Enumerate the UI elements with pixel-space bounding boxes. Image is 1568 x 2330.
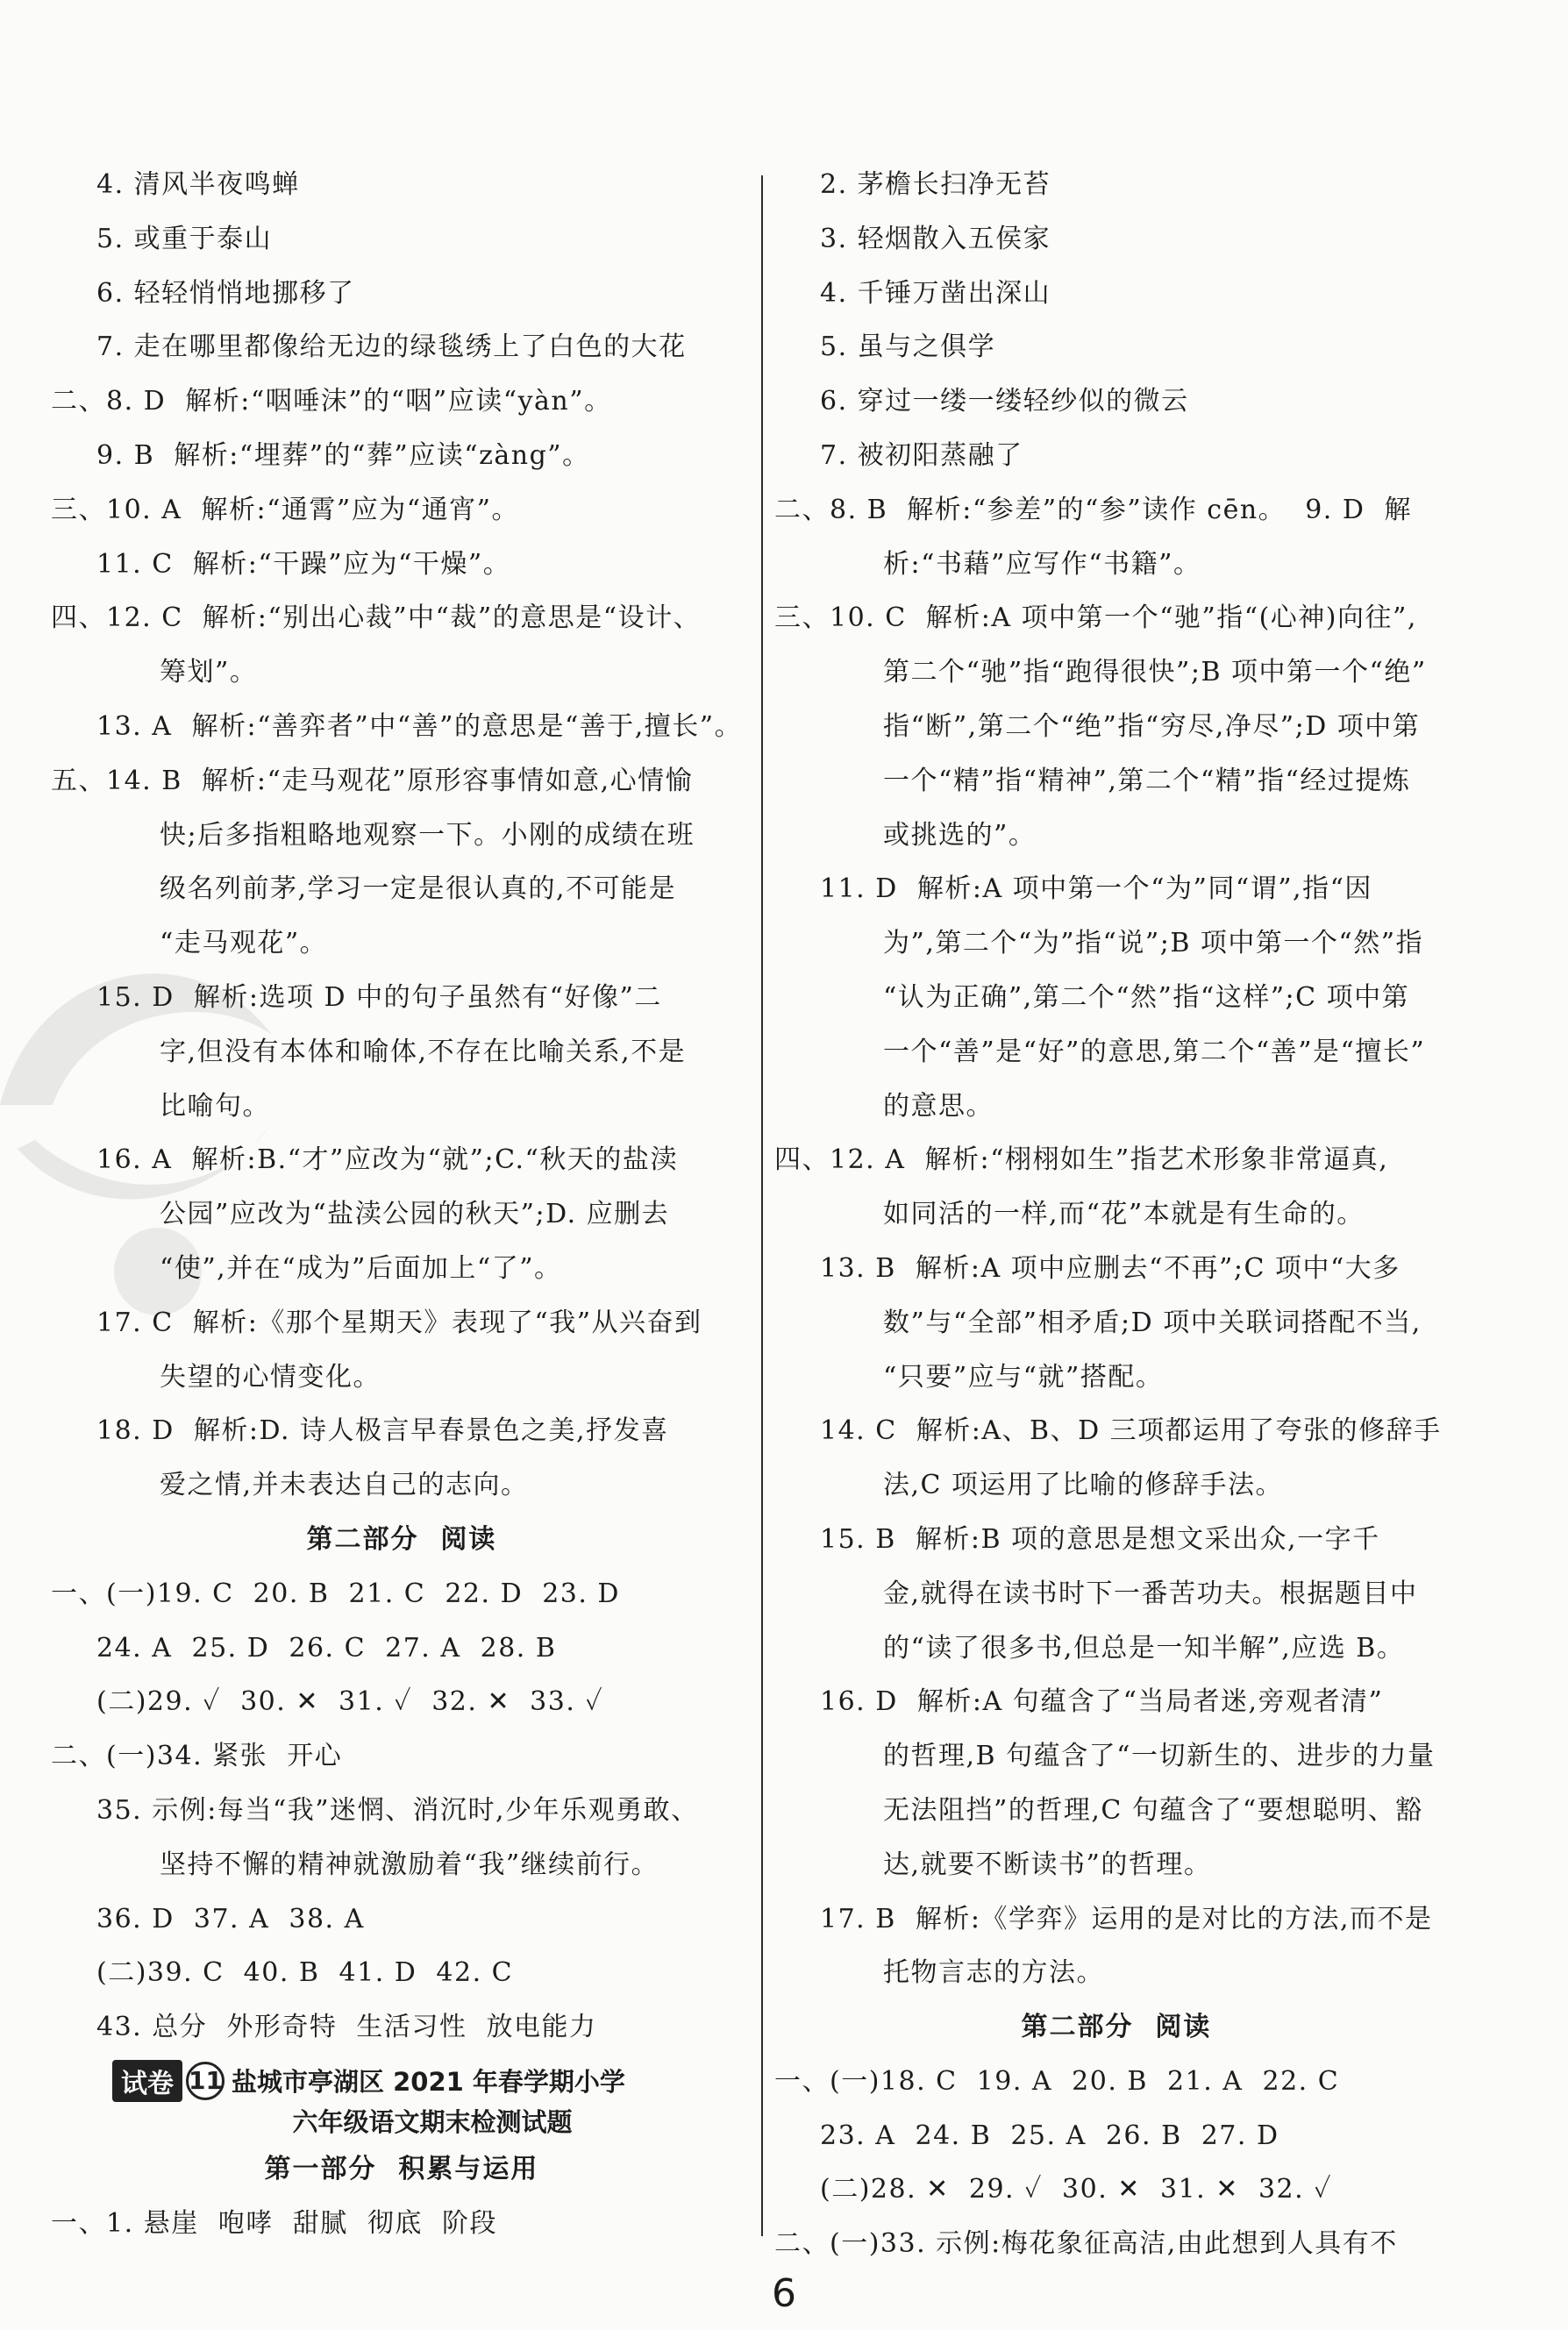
answer-line: “认为正确”,第二个“然”指“这样”;C 项中第 — [883, 981, 1410, 1013]
answer-line: 4. 千锤万凿出深山 — [820, 277, 1051, 309]
left-after-exam-lines — [51, 2142, 752, 2251]
answer-line: 的哲理,B 句蕴含了“一切新生的、进步的力量 — [883, 1741, 1436, 1772]
answer-line: 23. A 24. B 25. A 26. B 27. D — [820, 2120, 1279, 2151]
answer-line: 24. A 25. D 26. C 27. A 28. B — [96, 1632, 557, 1664]
right-answer-lines — [774, 158, 1458, 2271]
answer-line: 数”与“全部”相矛盾;D 项中关联词搭配不当, — [883, 1307, 1422, 1338]
answer-line: 9. B 解析:“埋葬”的“葬”应读“zàng”。 — [96, 439, 590, 471]
answer-line: 13. B 解析:A 项中应删去“不再”;C 项中“大多 — [820, 1252, 1401, 1284]
answer-line: 18. D 解析:D. 诗人极言早春景色之美,抒发喜 — [96, 1415, 669, 1447]
answer-line: (二)29. ✓ 30. ✕ 31. ✓ 32. ✕ 33. ✓ — [96, 1686, 604, 1718]
section-heading: 第一部分 积累与运用 — [264, 2153, 539, 2184]
answer-line: 15. D 解析:选项 D 中的句子虽然有“好像”二 — [96, 981, 662, 1013]
answer-line: 二、8. B 解析:“参差”的“参”读作 cēn。 9. D 解 — [774, 494, 1413, 525]
right-column — [774, 158, 1458, 2271]
exam-header — [51, 2060, 752, 2142]
answer-line: 二、8. D 解析:“咽唾沫”的“咽”应读“yàn”。 — [51, 386, 612, 417]
answer-line: 四、12. A 解析:“栩栩如生”指艺术形象非常逼真, — [774, 1144, 1389, 1176]
answer-line: (二)39. C 40. B 41. D 42. C — [96, 1957, 514, 1989]
answer-line: 35. 示例:每当“我”迷惘、消沉时,少年乐观勇敢、 — [96, 1794, 699, 1826]
answer-line: 11. C 解析:“干躁”应为“干燥”。 — [96, 548, 511, 580]
answer-line: 4. 清风半夜鸣蝉 — [96, 169, 300, 200]
answer-line: 坚持不懈的精神就激励着“我”继续前行。 — [160, 1849, 659, 1880]
answer-line: 快;后多指粗略地观察一下。小刚的成绩在班 — [160, 819, 695, 851]
answer-line: 17. B 解析:《学弈》运用的是对比的方法,而不是 — [820, 1903, 1433, 1935]
answer-line: 的意思。 — [883, 1090, 994, 1122]
answer-line: 7. 被初阳蒸融了 — [820, 439, 1023, 471]
answer-line: 筹划”。 — [160, 657, 258, 688]
answer-line: 11. D 解析:A 项中第一个“为”同“谓”,指“因 — [820, 873, 1372, 905]
answer-line: 达,就要不断读书”的哲理。 — [883, 1849, 1212, 1880]
answer-line: “走马观花”。 — [160, 928, 328, 959]
answer-line: 一个“善”是“好”的意思,第二个“善”是“擅长” — [883, 1036, 1426, 1067]
answer-line: 一、(一)19. C 20. B 21. C 22. D 23. D — [51, 1578, 620, 1609]
exam-badge: 试卷 — [112, 2060, 182, 2102]
answer-line: “只要”应与“就”搭配。 — [883, 1361, 1164, 1393]
answer-line: 一、(一)18. C 19. A 20. B 21. A 22. C — [774, 2065, 1340, 2097]
answer-line: 或挑选的”。 — [883, 819, 1037, 851]
answer-line: 指“断”,第二个“绝”指“穷尽,净尽”;D 项中第 — [883, 710, 1421, 742]
answer-line: 二、(一)34. 紧张 开心 — [51, 1741, 343, 1772]
answer-line: 公园”应改为“盐渎公园的秋天”;D. 应删去 — [160, 1199, 670, 1230]
answer-line: 失望的心情变化。 — [160, 1361, 381, 1393]
answer-line: 如同活的一样,而“花”本就是有生命的。 — [883, 1199, 1365, 1230]
answer-line: 字,但没有本体和喻体,不存在比喻关系,不是 — [160, 1036, 687, 1067]
answer-line: 托物言志的方法。 — [883, 1957, 1104, 1989]
answer-line: 15. B 解析:B 项的意思是想文采出众,一字千 — [820, 1523, 1380, 1555]
answer-line: 五、14. B 解析:“走马观花”原形容事情如意,心情愉 — [51, 765, 694, 796]
answer-line: 金,就得在读书时下一番苦功夫。根据题目中 — [883, 1578, 1418, 1609]
exam-title-line1: 盐城市亭湖区 2021 年春学期小学 — [232, 2067, 625, 2098]
answer-line: 比喻句。 — [160, 1090, 270, 1122]
answer-line: 6. 轻轻悄悄地挪移了 — [96, 277, 355, 309]
section-heading: 第二部分 阅读 — [306, 1523, 497, 1555]
answer-line: 一、1. 悬崖 咆哮 甜腻 彻底 阶段 — [51, 2207, 497, 2239]
column-divider — [761, 175, 763, 2236]
answer-line: 43. 总分 外形奇特 生活习性 放电能力 — [96, 2012, 597, 2043]
answer-line: 四、12. C 解析:“别出心裁”中“裁”的意思是“设计、 — [51, 602, 702, 634]
section-heading: 第二部分 阅读 — [1021, 2012, 1212, 2043]
answer-line: 2. 茅檐长扫净无苔 — [820, 169, 1051, 200]
answer-line: 36. D 37. A 38. A — [96, 1903, 365, 1935]
left-column — [51, 158, 752, 2250]
answer-line: 7. 走在哪里都像给无边的绿毯绣上了白色的大花 — [96, 331, 687, 363]
page-number: 6 — [772, 2271, 796, 2316]
exam-title-line2: 六年级语文期末检测试题 — [292, 2106, 573, 2137]
answer-line: 3. 轻烟散入五侯家 — [820, 223, 1051, 254]
answer-line: 5. 或重于泰山 — [96, 223, 273, 254]
answer-line: “使”,并在“成为”后面加上“了”。 — [160, 1252, 562, 1284]
answer-line: 第二个“驰”指“跑得很快”;B 项中第一个“绝” — [883, 657, 1427, 688]
answer-line: 一个“精”指“精神”,第二个“精”指“经过提炼 — [883, 765, 1411, 796]
answer-line: 析:“书藉”应写作“书籍”。 — [883, 548, 1201, 580]
left-answer-lines — [51, 158, 752, 2055]
answer-line: 二、(一)33. 示例:梅花象征高洁,由此想到人具有不 — [774, 2228, 1398, 2260]
answer-line: 17. C 解析:《那个星期天》表现了“我”从兴奋到 — [96, 1307, 702, 1338]
answer-line: 法,C 项运用了比喻的修辞手法。 — [883, 1470, 1284, 1501]
answer-line: 5. 虽与之俱学 — [820, 331, 996, 363]
answer-line: 16. A 解析:B.“才”应改为“就”;C.“秋天的盐渎 — [96, 1144, 678, 1176]
answer-line: 三、10. A 解析:“通霄”应为“通宵”。 — [51, 494, 519, 525]
answer-line: 级名列前茅,学习一定是很认真的,不可能是 — [160, 873, 677, 905]
answer-line: 14. C 解析:A、B、D 三项都运用了夸张的修辞手 — [820, 1415, 1442, 1447]
answer-line: 13. A 解析:“善弈者”中“善”的意思是“善于,擅长”。 — [96, 710, 743, 742]
answer-line: 三、10. C 解析:A 项中第一个“驰”指“(心神)向往”, — [774, 602, 1417, 634]
exam-number-badge: 11 — [186, 2062, 225, 2100]
answer-line: 16. D 解析:A 句蕴含了“当局者迷,旁观者清” — [820, 1686, 1384, 1718]
answer-line: 6. 穿过一缕一缕轻纱似的微云 — [820, 386, 1189, 417]
answer-line: 为”,第二个“为”指“说”;B 项中第一个“然”指 — [883, 928, 1424, 959]
answer-line: 爱之情,并未表达自己的志向。 — [160, 1470, 529, 1501]
answer-line: (二)28. ✕ 29. ✓ 30. ✕ 31. ✕ 32. ✓ — [820, 2174, 1333, 2205]
answer-line: 的“读了很多书,但总是一知半解”,应选 B。 — [883, 1632, 1405, 1664]
answer-line: 无法阻挡”的哲理,C 句蕴含了“要想聪明、豁 — [883, 1794, 1423, 1826]
